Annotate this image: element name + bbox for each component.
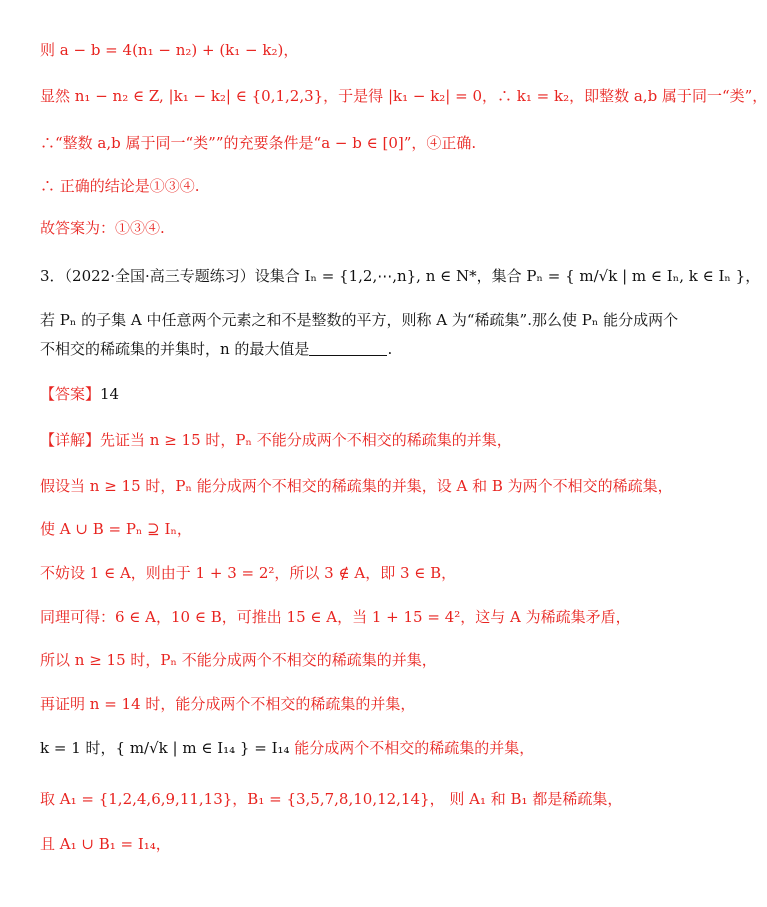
detail-text-1: 先证当 n ≥ 15 时，Pₙ 不能分成两个不相交的稀疏集的并集， — [100, 431, 512, 449]
detail-line-4: 不妨设 1 ∈ A，则由于 1 + 3 = 2²，所以 3 ∉ A，即 3 ∈ B， — [40, 564, 457, 582]
detail-line-9 — [40, 789, 622, 809]
answer-value: 14 — [100, 385, 120, 403]
detail-text-8: 能分成两个不相交的稀疏集的并集， — [294, 739, 535, 757]
detail-line-3: 使 A ∪ B = Pₙ ⊇ Iₙ， — [40, 520, 192, 538]
question-3-text: 不相交的稀疏集的并集时，n 的最大值是 — [40, 340, 310, 358]
question-3-line-2: 若 Pₙ 的子集 A 中任意两个元素之和不是整数的平方，则称 A 为“稀疏集”.那么使 Pₙ 能分成两个 — [40, 311, 679, 329]
detail-text-9: 则 A₁ 和 B₁ 都是稀疏集， — [449, 790, 623, 808]
detail-line-8 — [40, 738, 534, 758]
solution-line-2: 显然 n₁ − n₂ ∈ Z, |k₁ − k₂| ∈ {0,1,2,3}，于是得 |k₁ − k₂| = 0，∴ k₁ = k₂，即整数 a,b 属于同一“类”， — [40, 87, 767, 105]
solution-line-5: 故答案为：①③④. — [40, 219, 165, 237]
answer-tag: 【答案】 — [40, 385, 101, 403]
detail-formula-8: k = 1 时，{ m/√k | m ∈ I₁₄ } = I₁₄ — [40, 739, 290, 757]
detail-line-6: 所以 n ≥ 15 时，Pₙ 不能分成两个不相交的稀疏集的并集， — [40, 651, 437, 669]
detail-formula-9: 取 A₁ = {1,2,4,6,9,11,13}，B₁ = {3,5,7,8,10,12,14}， — [40, 790, 445, 808]
solution-line-1: 则 a − b = 4(n₁ − n₂) + (k₁ − k₂)， — [40, 41, 299, 59]
solution-line-3: ∴“整数 a,b 属于同一“类””的充要条件是“a − b ∈ [0]”，④正确. — [40, 134, 477, 152]
detail-line-5: 同理可得：6 ∈ A，10 ∈ B，可推出 15 ∈ A，当 1 + 15 = 4²，这与 A 为稀疏集矛盾， — [40, 608, 631, 626]
detail-line-1 — [40, 430, 512, 450]
detail-line-7: 再证明 n = 14 时，能分成两个不相交的稀疏集的并集， — [40, 695, 416, 713]
question-3-period: . — [387, 340, 393, 358]
detail-line-10: 且 A₁ ∪ B₁ = I₁₄， — [40, 835, 171, 853]
detail-tag: 【详解】 — [40, 431, 101, 449]
solution-line-4: ∴ 正确的结论是①③④. — [40, 177, 200, 195]
answer-blank — [309, 341, 387, 356]
question-3-line-3 — [40, 338, 392, 360]
question-3-line-1: 3．（2022·全国·高三专题练习）设集合 Iₙ = {1,2,⋯,n}, n ∈ N*，集合 Pₙ = { m/√k | m ∈ Iₙ, k ∈ Iₙ }， — [40, 267, 761, 285]
detail-line-2: 假设当 n ≥ 15 时，Pₙ 能分成两个不相交的稀疏集的并集，设 A 和 B 为两个不相交的稀疏集， — [40, 477, 673, 495]
answer-line — [40, 384, 119, 404]
